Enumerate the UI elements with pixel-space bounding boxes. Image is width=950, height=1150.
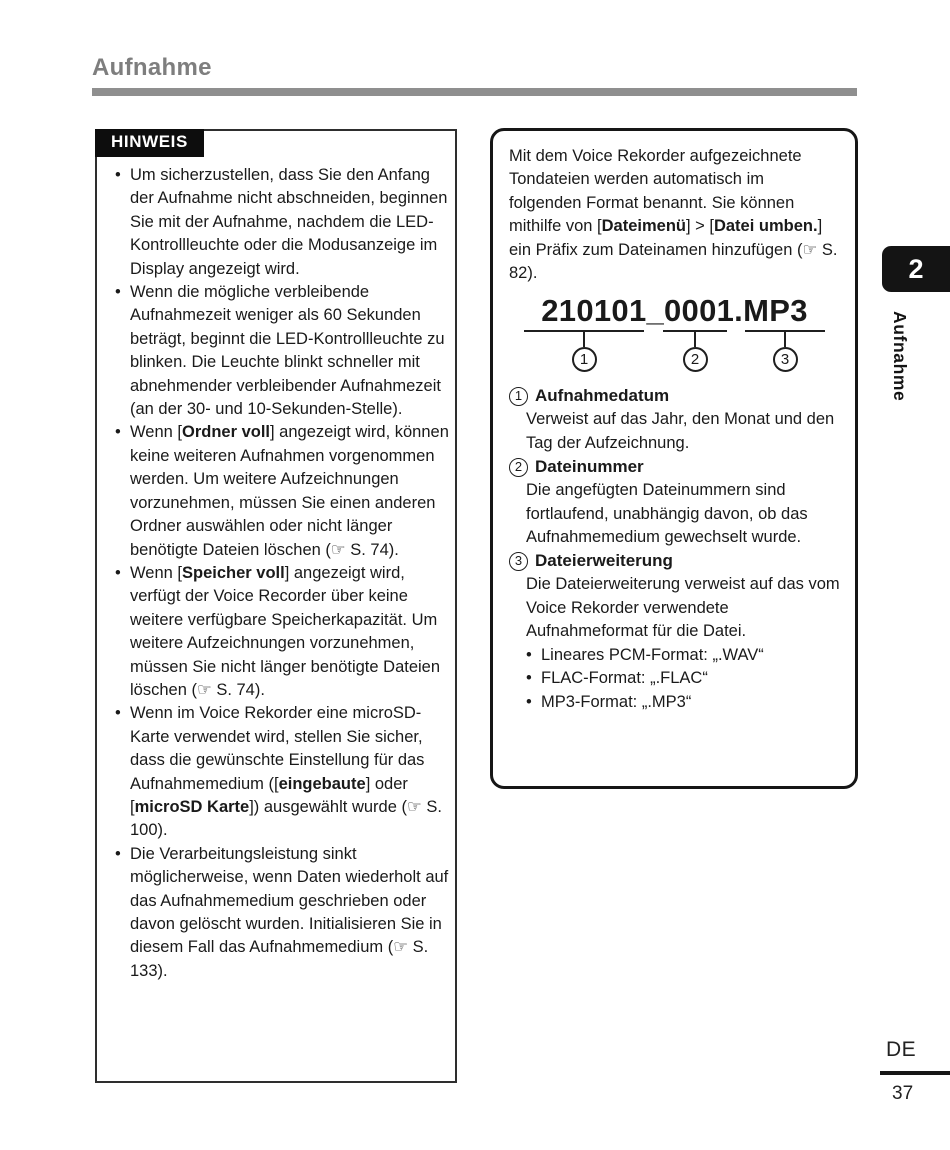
diagram-circle-1: 1 xyxy=(572,347,597,372)
callout-heading xyxy=(509,455,840,479)
diagram-circle-2: 2 xyxy=(683,347,708,372)
text-run: Die Verarbeitungsleistung sinkt möglicherweise, wenn Daten wiederholt auf das Aufnahmemedium geschrieben oder davon gelöscht wurden. Initialisieren Sie in diesem Fall das Aufnahmemedium (☞ S. 133). xyxy=(130,844,449,980)
chapter-tab xyxy=(882,246,950,292)
notice-list xyxy=(97,131,455,983)
bold-text-run: Datei umben. xyxy=(713,217,818,236)
callout-number-badge: 2 xyxy=(509,458,528,477)
chapter-number: 2 xyxy=(908,253,924,284)
text-run: ] angezeigt wird, verfügt der Voice Recorder über keine weitere verfügbare Speicherkapazität. Um weitere Aufzeichnungen vorzunehmen, müssen Sie nicht länger benötigte Dateien löschen (☞ S. 74). xyxy=(130,563,441,699)
text-run: Um sicherzustellen, dass Sie den Anfang der Aufnahme nicht abschneiden, beginnen Sie mit der Aufnahme, nachdem die LED-Kontrollleuchte oder die Modusanzeige im Display angezeigt wird. xyxy=(130,166,448,278)
chapter-tab-label: Aufnahme xyxy=(890,311,910,402)
callout-item xyxy=(509,549,840,713)
text-run: Wenn [ xyxy=(130,423,182,442)
callout-body: Die Dateierweiterung verweist auf das vom Voice Rekorder verwendete Aufnahmeformat für die Datei. xyxy=(526,575,840,641)
callout-heading xyxy=(509,384,840,408)
page-number: 37 xyxy=(892,1083,914,1104)
notice-bullet xyxy=(113,281,449,421)
diagram-circle-3: 3 xyxy=(773,347,798,372)
text-run: Wenn im Voice Rekorder eine microSD-Karte verwendet wird, stellen Sie sicher, dass die gewünschte Einstellung für das Aufnahmemedium ([ xyxy=(130,704,425,793)
callout-sub-bullet: • MP3-Format: „.MP3“ xyxy=(526,691,840,714)
callout-title: Dateinummer xyxy=(535,457,644,477)
notice-bullet xyxy=(113,562,449,702)
callout-body: Die angefügten Dateinummern sind fortlaufend, unabhängig davon, ob das Aufnahmemedium gewechselt wurde. xyxy=(526,481,808,547)
notice-bullet xyxy=(113,843,449,983)
notice-bullet xyxy=(113,164,449,281)
notice-bullet xyxy=(113,421,449,561)
text-run: Wenn die mögliche verbleibende Aufnahmezeit weniger als 60 Sekunden beträgt, beginnt die LED-Kontrollleuchte zu blinken. Die Leuchte blinkt schneller mit abnehmender verbleibender Aufnahmezeit (an der 30- und 10-Sekunden-Stelle). xyxy=(130,283,445,419)
text-run: ] ein Präfix zum Dateinamen hinzufügen (☞ S. 82). xyxy=(509,217,838,283)
bold-text-run: eingebaute xyxy=(278,774,366,793)
callout-heading xyxy=(509,549,840,573)
header-divider xyxy=(92,88,857,96)
notice-bullet xyxy=(113,702,449,842)
text-run: Wenn [ xyxy=(130,563,182,582)
text-run: ] > [ xyxy=(685,217,714,236)
callout-sub-list xyxy=(526,644,840,714)
filename-example: 210101_0001.MP3 xyxy=(541,293,808,329)
bold-text-run: microSD Karte xyxy=(134,797,250,816)
diagram-stem xyxy=(694,332,696,347)
filename-format-box xyxy=(490,128,858,789)
callout-title: Aufnahmedatum xyxy=(535,386,670,406)
text-run: ] oder [ xyxy=(130,774,408,816)
callout-sub-bullet: • FLAC-Format: „.FLAC“ xyxy=(526,667,840,690)
filename-example-wrap xyxy=(509,293,840,329)
callout-item xyxy=(509,384,840,455)
text-run: ] angezeigt wird, können keine weiteren Aufnahmen vorgenommen werden. Um weitere Aufzeichnungen vorzunehmen, müssen Sie einen anderen Ordner auswählen oder nicht länger benötigte Dateien löschen (☞ S. 74). xyxy=(130,423,449,559)
notice-box xyxy=(95,129,457,1083)
callout-number-badge: 3 xyxy=(509,552,528,571)
language-label: DE xyxy=(886,1038,917,1061)
bold-text-run: Ordner voll xyxy=(181,423,271,442)
filename-intro xyxy=(509,145,840,285)
callout-sub-bullet: • Lineares PCM-Format: „.WAV“ xyxy=(526,644,840,667)
diagram-segment-extension xyxy=(745,330,825,372)
filename-callouts xyxy=(509,384,840,713)
callout-number-badge: 1 xyxy=(509,387,528,406)
bold-text-run: Speicher voll xyxy=(181,563,285,582)
diagram-stem xyxy=(583,332,585,347)
callout-title: Dateierweiterung xyxy=(535,551,673,571)
text-run: ]) ausgewählt wurde (☞ S. 100). xyxy=(130,797,442,840)
callout-item xyxy=(509,455,840,549)
text-run: Mit dem Voice Rekorder aufgezeichnete Tondateien werden automatisch im folgenden Format benannt. Sie können mithilfe von [ xyxy=(509,147,802,236)
notice-label: HINWEIS xyxy=(95,129,204,157)
callout-body: Verweist auf das Jahr, den Monat und den Tag der Aufzeichnung. xyxy=(526,410,835,452)
diagram-stem xyxy=(784,332,786,347)
diagram-segment-date xyxy=(524,330,644,372)
page-title: Aufnahme xyxy=(92,54,212,81)
diagram-segment-number xyxy=(663,330,727,372)
footer-divider xyxy=(880,1071,950,1075)
filename-diagram xyxy=(509,330,840,380)
bold-text-run: Dateimenü xyxy=(601,217,686,236)
